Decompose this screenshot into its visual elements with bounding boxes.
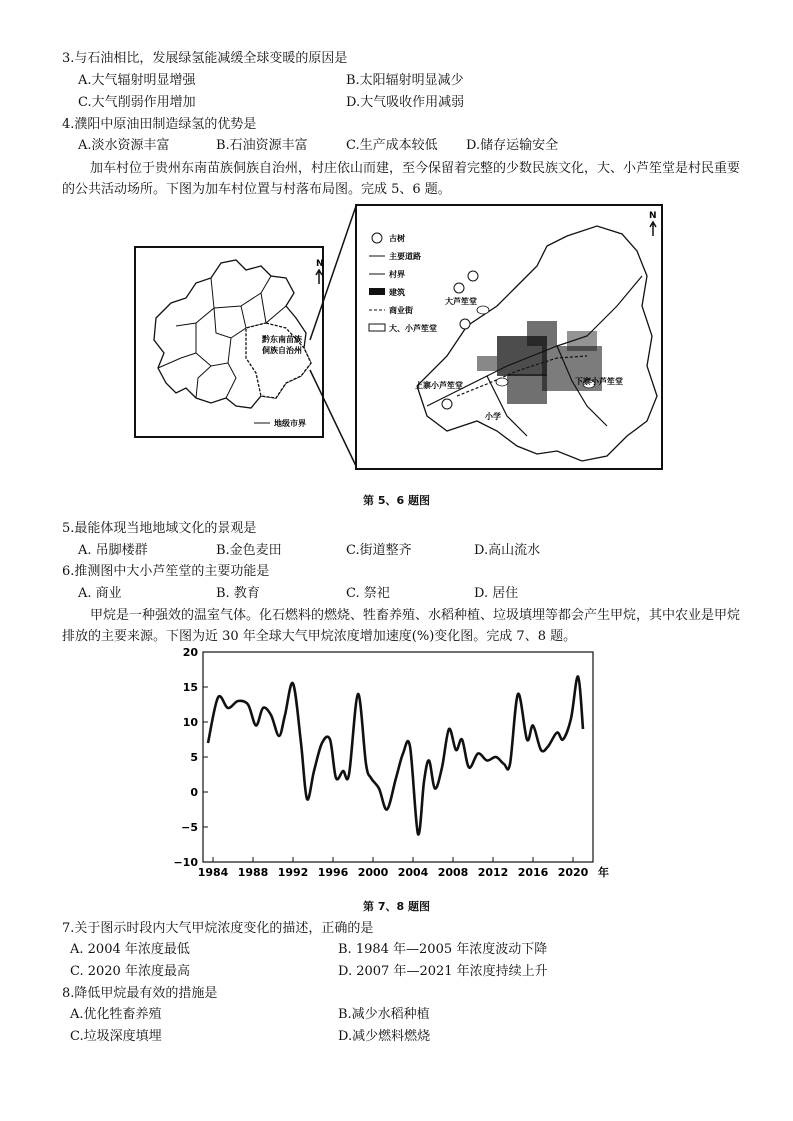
q7-option-a: A. 2004 年浓度最低 [70, 942, 190, 957]
x-tick-label: 2000 [357, 866, 389, 879]
x-tick-label: 2008 [437, 866, 469, 879]
village-layout-map [355, 204, 663, 470]
legend-prefecture-border: 地级市界 [274, 419, 306, 428]
legend-commercial-street: 商业街 [389, 306, 413, 315]
methane-growth-chart [170, 640, 630, 885]
label-big-hall: 大芦笙堂 [445, 297, 477, 306]
label-up-hall: 上寨小芦笙堂 [415, 381, 463, 390]
x-tick-label: 2004 [397, 866, 429, 879]
map-label-line2: 侗族自治州 [262, 346, 302, 355]
legend-village-boundary: 村界 [389, 270, 405, 279]
x-axis-unit: 年 [598, 866, 609, 879]
north-arrow-icon [650, 222, 656, 236]
q8-option-c: C.垃圾深度填埋 [70, 1029, 162, 1044]
passage-5-6: 加车村位于贵州东南苗族侗族自治州，村庄依山而建，至今保留着完整的少数民族文化，大、小芦笙堂是村民重要的公共活动场所。下图为加车村位置与村落布局图。完成 5、6 题。 [62, 161, 741, 197]
y-tick-label: 0 [190, 786, 198, 799]
q6-option-b: B. 教育 [216, 586, 260, 601]
x-tick-label: 2012 [477, 866, 509, 879]
x-tick-label: 1988 [237, 866, 269, 879]
y-tick-label: 20 [182, 646, 198, 659]
label-school: 小学 [485, 412, 501, 421]
q4-option-b: B.石油资源丰富 [216, 138, 308, 153]
north-label-left: N [316, 259, 324, 269]
x-tick-label: 2016 [517, 866, 549, 879]
q5-option-a: A. 吊脚楼群 [78, 543, 148, 558]
north-label-right: N [649, 211, 657, 221]
legend-building: 建筑 [389, 288, 405, 297]
map-label-line1: 黔东南苗族 [262, 335, 302, 344]
q5-option-b: B.金色麦田 [216, 543, 282, 558]
methane-growth-line [208, 676, 583, 834]
y-tick-label: 10 [182, 716, 198, 729]
legend-main-road: 主要道路 [389, 252, 421, 261]
q7-stem: 7.关于图示时段内大气甲烷浓度变化的描述，正确的是 [62, 921, 374, 936]
q5-option-d: D.高山流水 [474, 543, 541, 558]
label-down-hall: 下寨小芦笙堂 [575, 377, 623, 386]
figure-caption-5-6: 第 5、6 题图 [363, 494, 430, 507]
village-layout-svg [357, 206, 661, 468]
q5-stem: 5.最能体现当地地域文化的景观是 [62, 521, 257, 536]
q7-option-b: B. 1984 年—2005 年浓度波动下降 [338, 942, 548, 957]
q3-option-d: D.大气吸收作用减弱 [346, 95, 465, 110]
x-tick-label: 1992 [277, 866, 309, 879]
q3-option-b: B.太阳辐射明显减少 [346, 73, 464, 88]
x-tick-label: 1996 [317, 866, 349, 879]
y-tick-label: −5 [181, 821, 198, 834]
y-tick-label: 5 [190, 751, 198, 764]
q8-option-a: A.优化牲畜养殖 [70, 1007, 162, 1022]
guizhou-outline-svg [136, 248, 322, 436]
village-legend [369, 233, 437, 333]
q7-option-d: D. 2007 年—2021 年浓度持续上升 [338, 964, 548, 979]
plot-frame [203, 652, 593, 862]
q4-option-a: A.淡水资源丰富 [78, 138, 170, 153]
q5-option-c: C.街道整齐 [346, 543, 412, 558]
q6-option-a: A. 商业 [78, 586, 122, 601]
q6-stem: 6.推测图中大小芦笙堂的主要功能是 [62, 564, 270, 579]
y-tick-label: 15 [182, 681, 198, 694]
q4-option-d: D.储存运输安全 [466, 138, 559, 153]
x-tick-label: 2020 [557, 866, 589, 879]
y-tick-label: −10 [173, 856, 198, 869]
q7-option-c: C. 2020 年浓度最高 [70, 964, 190, 979]
q6-option-c: C. 祭祀 [346, 586, 390, 601]
passage-7-8: 甲烷是一种强效的温室气体。化石燃料的燃烧、牲畜养殖、水稻种植、垃圾填埋等都会产生甲烷，其中农业是甲烷排放的主要来源。下图为近 30 年全球大气甲烷浓度增加速度(%)变化图。完成 7、8 题。 [62, 608, 741, 644]
guizhou-location-map [134, 246, 324, 438]
x-tick-label: 1984 [197, 866, 229, 879]
figure-caption-7-8: 第 7、8 题图 [363, 900, 430, 913]
legend-festival-halls: 大、小芦笙堂 [389, 324, 437, 333]
q8-stem: 8.降低甲烷最有效的措施是 [62, 986, 218, 1001]
building-cluster-icon [477, 321, 602, 404]
q4-stem: 4.濮阳中原油田制造绿氢的优势是 [62, 117, 257, 132]
q8-option-d: D.减少燃料燃烧 [338, 1029, 431, 1044]
q3-stem: 3.与石油相比，发展绿氢能减缓全球变暖的原因是 [62, 51, 348, 66]
q3-option-c: C.大气削弱作用增加 [78, 95, 196, 110]
q8-option-b: B.减少水稻种植 [338, 1007, 430, 1022]
q6-option-d: D. 居住 [474, 586, 519, 601]
q3-option-a: A.大气辐射明显增强 [78, 73, 196, 88]
legend-old-tree: 古树 [389, 234, 405, 243]
q4-option-c: C.生产成本较低 [346, 138, 438, 153]
